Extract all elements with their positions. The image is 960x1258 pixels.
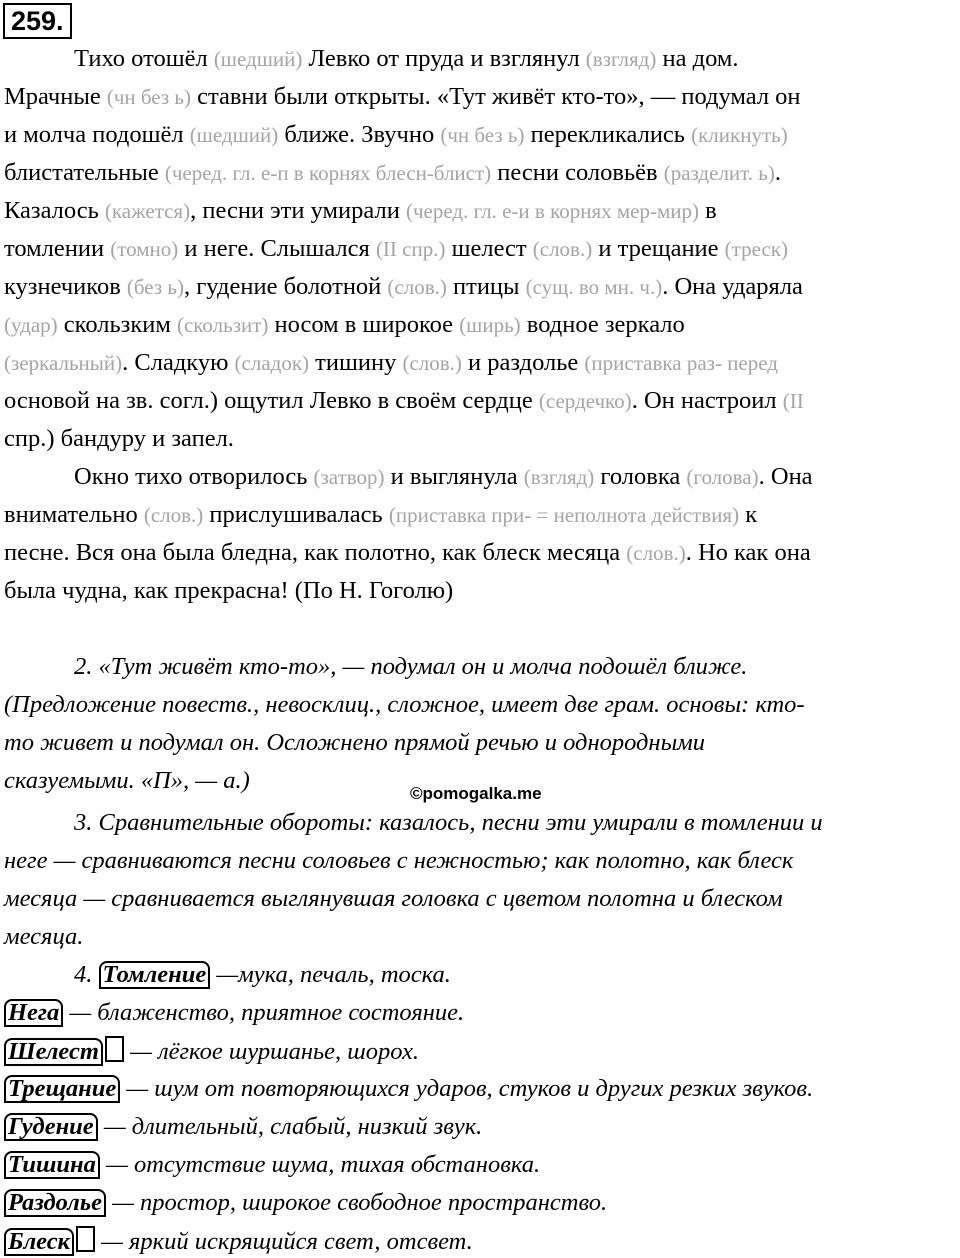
text-fragment: перекликались — [524, 121, 692, 148]
vocab-word: Тишина — [4, 1151, 100, 1179]
text-fragment: Левко от пруда и взглянул — [302, 45, 586, 72]
text-fragment: и трещание — [592, 235, 725, 262]
analysis-line: неге — сравниваются песни соловьев с нежностью; как полотно, как блеск — [4, 847, 794, 874]
vocab-entry — [4, 1036, 419, 1067]
text-fragment: . Она ударяла — [662, 273, 803, 300]
spelling-hint: (слов.) — [387, 275, 447, 299]
text-line — [4, 234, 788, 264]
text-line — [4, 424, 234, 454]
spelling-hint: (зеркальный) — [4, 351, 123, 375]
watermark: ©pomogalka.me — [410, 784, 542, 803]
spelling-hint: (удар) — [4, 313, 58, 337]
text-fragment: (По Н. Гоголю) — [294, 577, 454, 604]
spelling-hint: (слов.) — [532, 237, 593, 261]
analysis-line: месяца — сравнивается выглянувшая головка с цветом полотна и блеском — [4, 885, 783, 912]
text-fragment: блистательные — [4, 159, 165, 186]
analysis-line: месяца. — [4, 923, 84, 950]
text-fragment: на дом. — [656, 45, 739, 72]
vocab-entry — [4, 1188, 607, 1218]
text-fragment: ближе. Звучно — [278, 121, 441, 148]
vocab-entry — [4, 1112, 482, 1142]
text-fragment: головка — [594, 463, 687, 490]
text-fragment: спр.) бандуру и запел. — [4, 425, 234, 452]
spelling-hint: (II — [782, 389, 804, 413]
spelling-hint: (чн без ь) — [440, 123, 525, 147]
spelling-hint: (томно) — [110, 237, 179, 261]
analysis-line: 2. «Тут живёт кто-то», — подумал он и молча подошёл ближе. — [74, 653, 748, 680]
text-fragment: носом в широкое — [268, 311, 460, 338]
text-fragment: песни соловьёв — [491, 159, 664, 186]
text-line — [4, 500, 757, 530]
text-line — [4, 196, 717, 226]
spelling-hint: (сущ. во мн. ч.) — [525, 275, 663, 299]
spelling-hint: (II спр.) — [375, 237, 446, 261]
analysis-line: сказуемыми. «П», — а.) — [4, 767, 250, 794]
analysis-line: (Предложение повеств., невосклиц., сложное, имеет две грам. основы: кто- — [4, 691, 805, 718]
vocab-definition: — блаженство, приятное состояние. — [63, 999, 465, 1026]
text-fragment: и раздолье — [461, 349, 585, 376]
text-line — [74, 44, 739, 74]
spelling-hint: (чн без ь) — [106, 85, 191, 109]
text-fragment: Окно тихо отворилось — [74, 463, 314, 490]
text-fragment: и выглянула — [384, 463, 524, 490]
text-fragment: и молча подошёл — [4, 121, 190, 148]
analysis-line: то живет и подумал он. Осложнено прямой речью и однородными — [4, 729, 706, 756]
spelling-hint: (скользит) — [176, 313, 269, 337]
text-fragment: шелест — [445, 235, 533, 262]
text-line — [4, 272, 803, 302]
vocab-definition: — отсутствие шума, тихая обстановка. — [99, 1151, 541, 1178]
vocab-definition: — простор, широкое свободное пространство. — [105, 1189, 608, 1216]
text-line — [4, 310, 685, 340]
text-fragment: , гудение болотной — [184, 273, 388, 300]
vocab-word: Томление — [99, 961, 211, 989]
vocab-entry — [74, 960, 451, 990]
text-line — [74, 462, 813, 492]
text-line — [4, 386, 804, 416]
text-line — [4, 538, 811, 568]
text-line — [4, 158, 781, 188]
empty-ending-box — [76, 1226, 95, 1252]
text-fragment: была чудна, как прекрасна! — [4, 577, 295, 604]
spelling-hint: (приставка при- = неполнота действия) — [388, 503, 740, 527]
text-fragment: . — [774, 159, 781, 186]
spelling-hint: (шедший) — [213, 47, 303, 71]
vocab-word: Раздолье — [4, 1189, 106, 1217]
exercise-number: 259. — [3, 3, 72, 39]
analysis-line: 3. Сравнительные обороты: казалось, песни эти умирали в томлении и — [74, 809, 823, 836]
text-fragment: и неге. Слышался — [178, 235, 376, 262]
vocab-definition: — длительный, слабый, низкий звук. — [97, 1113, 483, 1140]
text-fragment: водное зеркало — [520, 311, 685, 338]
spelling-hint: (слов.) — [626, 541, 686, 565]
vocab-entry — [4, 1150, 540, 1180]
vocab-definition: — шум от повторяющихся ударов, стуков и других резких звуков. — [120, 1075, 814, 1102]
spelling-hint: (сладок) — [234, 351, 310, 375]
text-fragment: . Но как она — [685, 539, 811, 566]
spelling-hint: (черед. гл. е-п в корнях блесн-блист) — [164, 161, 492, 185]
text-fragment: томлении — [4, 235, 111, 262]
text-fragment: птицы — [446, 273, 526, 300]
text-fragment: . Он настроил — [631, 387, 783, 414]
vocab-word: Шелест — [4, 1038, 103, 1066]
text-line — [4, 82, 801, 112]
text-fragment: внимательно — [4, 501, 144, 528]
vocab-word: Блеск — [4, 1228, 74, 1256]
empty-ending-box — [105, 1036, 124, 1062]
spelling-hint: (взгляд) — [523, 465, 595, 489]
vocab-definition: —мука, печаль, тоска. — [210, 961, 451, 988]
text-fragment: Мрачные — [4, 83, 107, 110]
spelling-hint: (сердечко) — [538, 389, 632, 413]
text-fragment: . Сладкую — [122, 349, 235, 376]
text-fragment: кузнечиков — [4, 273, 127, 300]
spelling-hint: (шедший) — [189, 123, 279, 147]
spelling-hint: (кажется) — [104, 199, 191, 223]
vocab-entry — [4, 998, 464, 1028]
text-fragment: скользким — [57, 311, 177, 338]
spelling-hint: (приставка раз- перед — [584, 351, 778, 375]
text-fragment: Тихо отошёл — [74, 45, 214, 72]
text-fragment: ставни были открыты. «Тут живёт кто-то», — подумал он — [190, 83, 801, 110]
vocab-word: Гудение — [4, 1113, 98, 1141]
spelling-hint: (черед. гл. е-и в корнях мер-мир) — [405, 199, 699, 223]
spelling-hint: (кликнуть) — [691, 123, 788, 147]
spelling-hint: (ширь) — [459, 313, 521, 337]
text-fragment: . Она — [758, 463, 813, 490]
spelling-hint: (треск) — [724, 237, 788, 261]
text-line — [4, 348, 778, 378]
text-fragment: песне. Вся она была бледна, как полотно, как блеск месяца — [4, 539, 627, 566]
spelling-hint: (без ь) — [126, 275, 184, 299]
text-line — [4, 576, 453, 606]
vocab-word: Нега — [4, 999, 63, 1027]
text-fragment: к — [739, 501, 758, 528]
text-fragment: в — [698, 197, 717, 224]
vocab-number: 4. — [74, 961, 99, 988]
text-fragment: прислушивалась — [203, 501, 389, 528]
vocab-definition: — яркий искрящийся свет, отсвет. — [94, 1228, 473, 1255]
text-fragment: тишину — [309, 349, 403, 376]
spelling-hint: (затвор) — [313, 465, 385, 489]
vocab-definition: — лёгкое шуршанье, шорох. — [123, 1038, 420, 1065]
text-fragment: основой на зв. согл.) ощутил Левко в своём сердце — [4, 387, 539, 414]
text-line — [4, 120, 788, 150]
spelling-hint: (голова) — [686, 465, 759, 489]
spelling-hint: (слов.) — [143, 503, 204, 527]
vocab-entry — [4, 1074, 813, 1104]
spelling-hint: (слов.) — [402, 351, 462, 375]
vocab-entry — [4, 1226, 473, 1257]
spelling-hint: (разделит. ь) — [663, 161, 775, 185]
spelling-hint: (взгляд) — [585, 47, 657, 71]
text-fragment: Казалось — [4, 197, 105, 224]
text-fragment: , песни эти умирали — [190, 197, 406, 224]
vocab-word: Трещание — [4, 1075, 120, 1103]
